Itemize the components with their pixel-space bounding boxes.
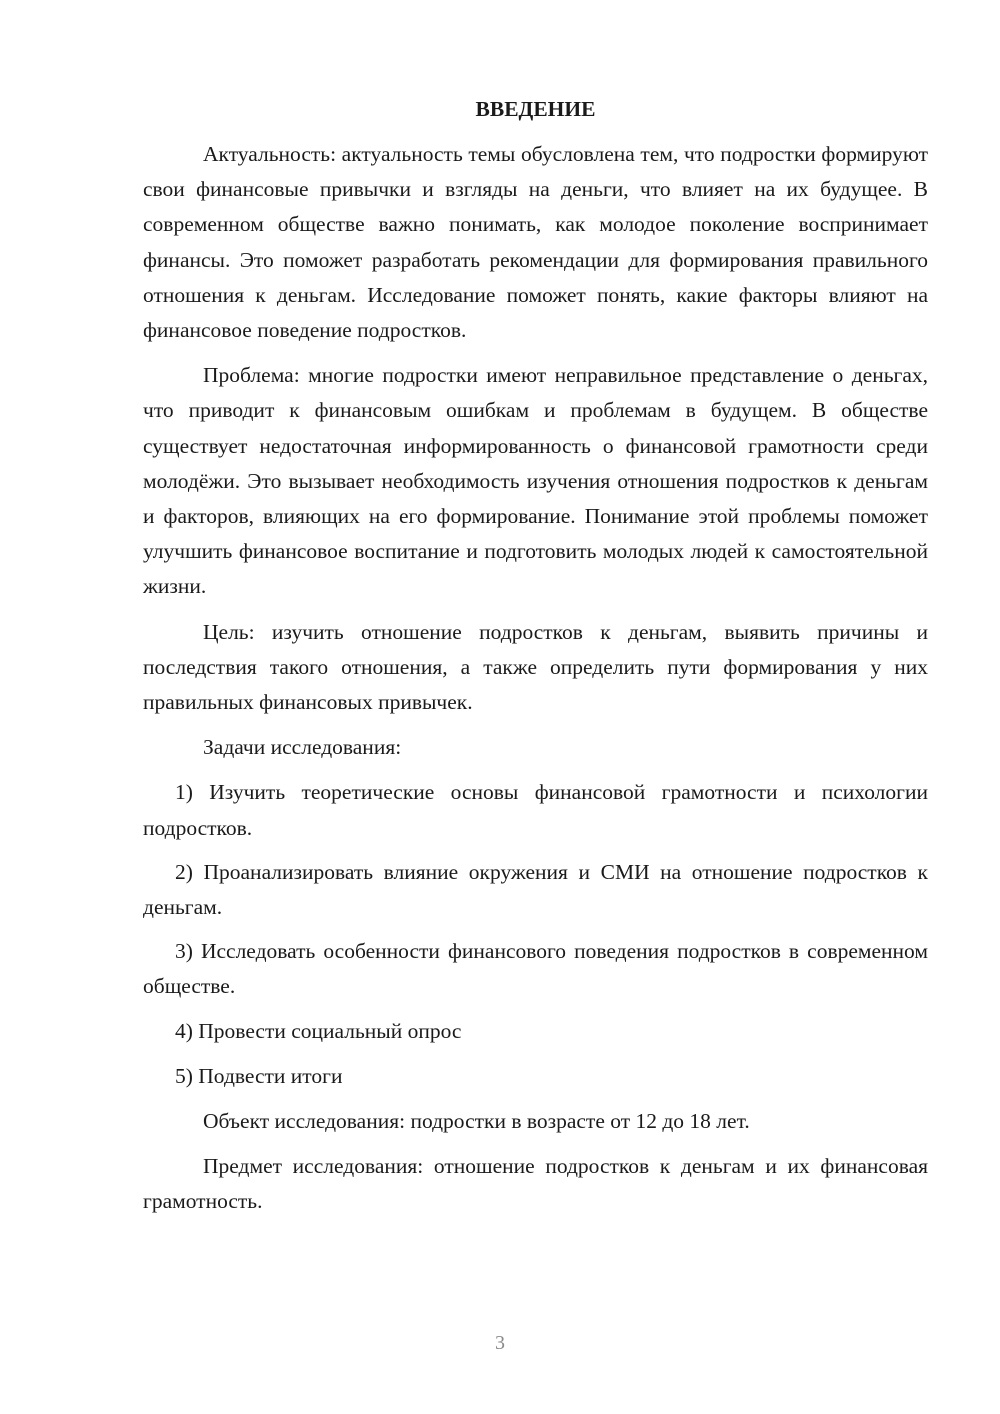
tasks-heading: Задачи исследования: bbox=[203, 735, 402, 760]
subject-paragraph: Предмет исследования: отношение подростков к деньгам и их финансовая грамотность. bbox=[143, 1154, 928, 1214]
page-number: 3 bbox=[495, 1332, 505, 1354]
task-item-4: 4) Провести социальный опрос bbox=[175, 1018, 462, 1043]
goal-paragraph: Цель: изучить отношение подростков к деньгам, выявить причины и последствия такого отношения, а также определить пути формирования у них правильных финансовых привычек. bbox=[143, 619, 928, 715]
task-item-3: 3) Исследовать особенности финансового поведения подростков в современном обществе. bbox=[143, 939, 928, 999]
problem-paragraph: Проблема: многие подростки имеют неправильное представление о деньгах, что приводит к финансовым ошибкам и проблемам в будущем. В обществе существует недостаточная информированность о финансовой грамотности среди молодёжи. Это вызывает необходимость изучения отношения подростков к деньгам и факторов, влияющих на его формирование. Понимание этой проблемы поможет улучшить финансовое воспитание и подготовить молодых людей к самостоятельной жизни. bbox=[143, 363, 928, 599]
document-page bbox=[143, 92, 928, 1220]
object-paragraph: Объект исследования: подростки в возрасте от 12 до 18 лет. bbox=[203, 1109, 750, 1134]
task-item-5: 5) Подвести итоги bbox=[175, 1063, 343, 1088]
task-item-2: 2) Проанализировать влияние окружения и СМИ на отношение подростков к деньгам. bbox=[143, 859, 928, 920]
task-item-1: 1) Изучить теоретические основы финансовой грамотности и психологии подростков. bbox=[143, 780, 928, 840]
relevance-paragraph: Актуальность: актуальность темы обусловлена тем, что подростки формируют свои финансовые привычки и взгляды на деньги, что влияет на их будущее. В современном обществе важно понимать, как молодое поколение воспринимает финансы. Это поможет разработать рекомендации для формирования правильного отношения к деньгам. Исследование поможет понять, какие факторы влияют на финансовое поведение подростков. bbox=[143, 142, 928, 343]
page-title: ВВЕДЕНИЕ bbox=[475, 97, 596, 121]
